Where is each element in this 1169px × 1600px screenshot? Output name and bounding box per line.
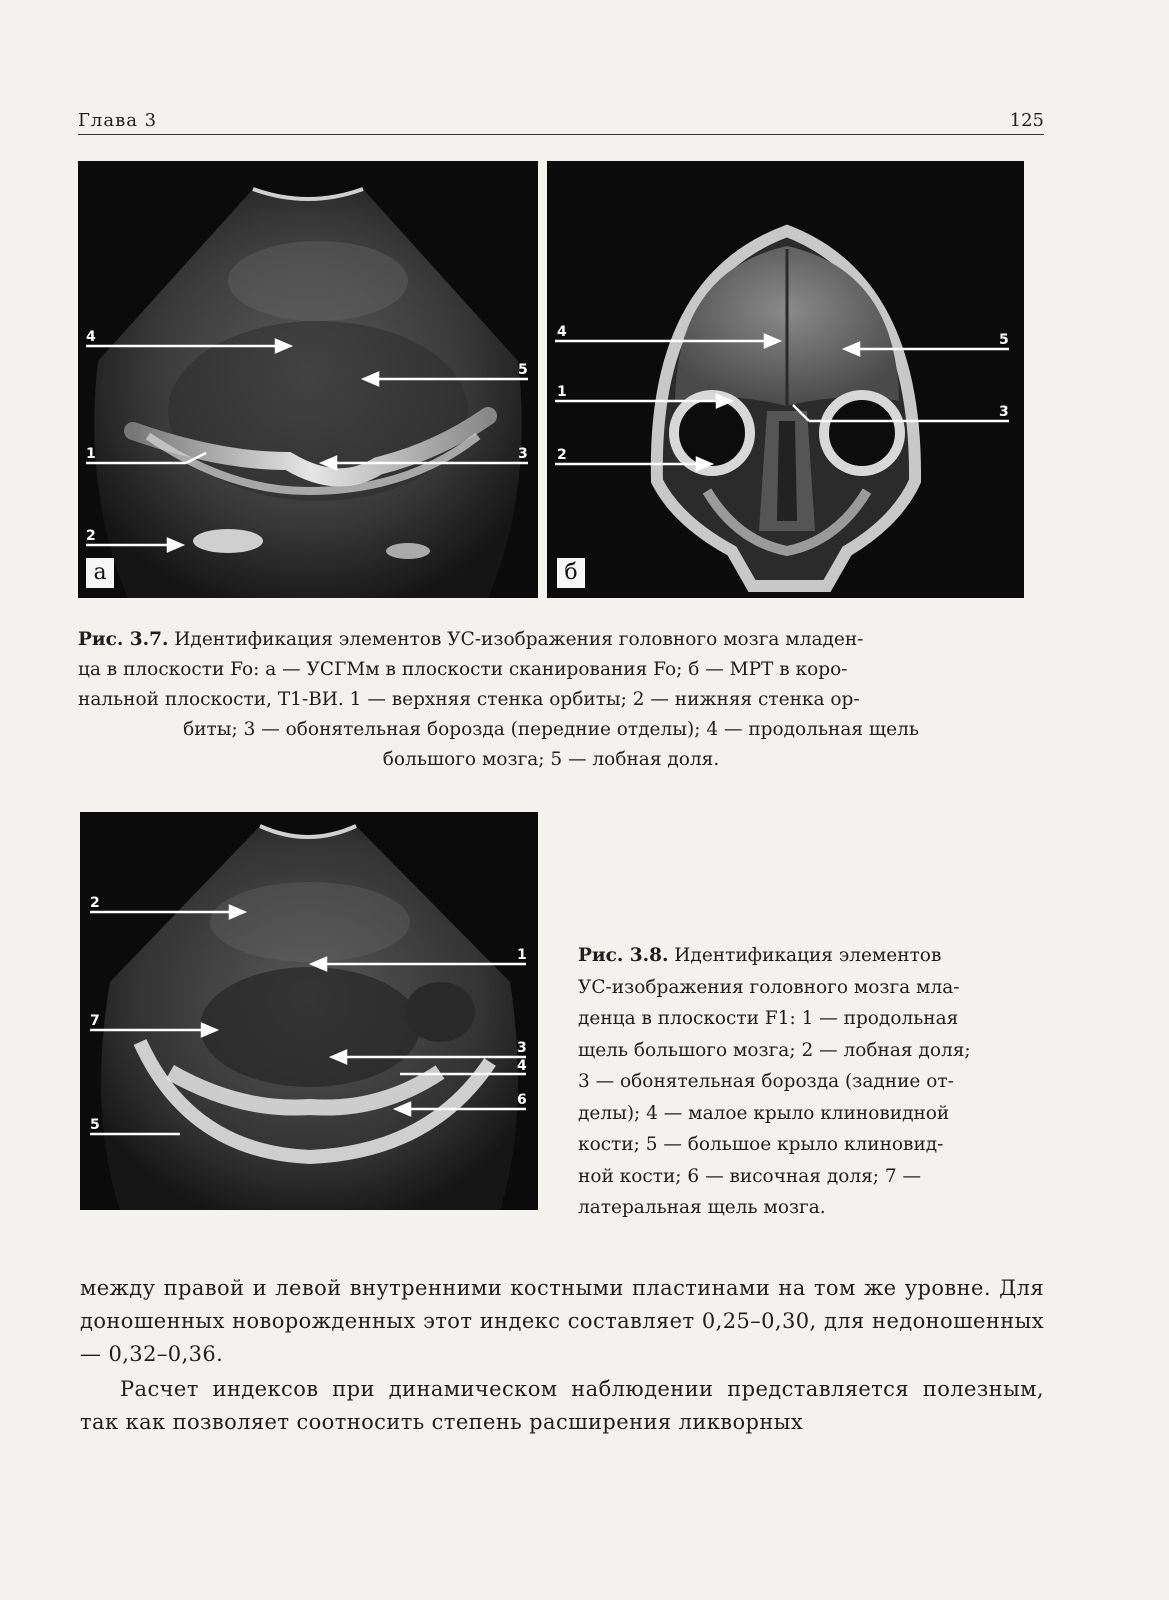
marker-label: 2 [90, 895, 100, 911]
marker-label: 1 [557, 384, 567, 400]
caption-line: кости; 5 — большое крыло клиновид- [578, 1134, 944, 1155]
marker-label: 6 [517, 1092, 527, 1108]
figure-3-8-ultrasound [80, 812, 538, 1210]
paragraph: Расчет индексов при динамическом наблюдении представляется полезным, так как позволяет соотносить степень расширения ликворных [80, 1377, 1044, 1434]
marker-label: 3 [517, 1040, 527, 1056]
figure-3-7-caption [78, 625, 1024, 775]
chapter-title: Глава 3 [78, 110, 158, 131]
panel-letter-b: б [557, 558, 585, 588]
caption-line: УС-изображения головного мозга мла- [578, 976, 960, 998]
figure-3-7-panel-b-mri [547, 161, 1024, 598]
marker-label: 2 [557, 447, 567, 463]
running-header [78, 108, 1044, 135]
caption-line: латеральная щель мозга. [578, 1197, 826, 1218]
page-number: 125 [1009, 110, 1044, 131]
caption-line: ца в плоскости Fo: а — УСГМм в плоскости сканирования Fo; б — МРТ в коро- [78, 659, 848, 680]
mri-image-b [547, 161, 1024, 598]
caption-line: большого мозга; 5 — лобная доля. [382, 749, 720, 770]
caption-line: 3 — обонятельная борозда (задние от- [578, 1071, 954, 1092]
marker-label: 1 [86, 446, 96, 462]
marker-label: 2 [86, 528, 96, 544]
marker-label: 5 [518, 362, 528, 378]
marker-label: 5 [999, 332, 1009, 348]
marker-label: 1 [517, 947, 527, 963]
paragraph: между правой и левой внутренними костными пластинами на том же уровне. Для доношенных новорожденных этот индекс составляет 0,25–0,30, для недоношенных — 0,32–0,36. [80, 1276, 1044, 1366]
marker-label: 4 [517, 1058, 527, 1074]
figure-3-8-caption [578, 940, 1024, 1224]
caption-line: делы); 4 — малое крыло клиновидной [578, 1102, 950, 1124]
caption-line: ной кости; 6 — височная доля; 7 — [578, 1165, 922, 1187]
marker-label: 3 [518, 446, 528, 462]
ultrasound-image-3-8 [80, 812, 538, 1210]
marker-label: 5 [90, 1117, 100, 1133]
caption-label: Рис. 3.8. [578, 945, 669, 966]
caption-line: Идентификация элементов УС-изображения головного мозга младен- [174, 629, 864, 650]
caption-line: Идентификация элементов [674, 945, 942, 966]
panel-letter-a: а [86, 558, 114, 588]
marker-label: 4 [557, 324, 567, 340]
marker-label: 7 [90, 1013, 100, 1029]
marker-label: 3 [999, 404, 1009, 420]
marker-label: 4 [86, 329, 96, 345]
caption-label: Рис. 3.7. [78, 629, 169, 650]
caption-line: денца в плоскости F1: 1 — продольная [578, 1008, 959, 1029]
caption-line: биты; 3 — обонятельная борозда (передние отделы); 4 — продольная щель [183, 719, 919, 740]
caption-line: щель большого мозга; 2 — лобная доля; [578, 1039, 971, 1061]
caption-line: нальной плоскости, Т1-ВИ. 1 — верхняя стенка орбиты; 2 — нижняя стенка ор- [78, 689, 860, 710]
body-text [80, 1272, 1044, 1439]
figure-3-7-panel-a-ultrasound [78, 161, 538, 598]
ultrasound-image-a [78, 161, 538, 598]
